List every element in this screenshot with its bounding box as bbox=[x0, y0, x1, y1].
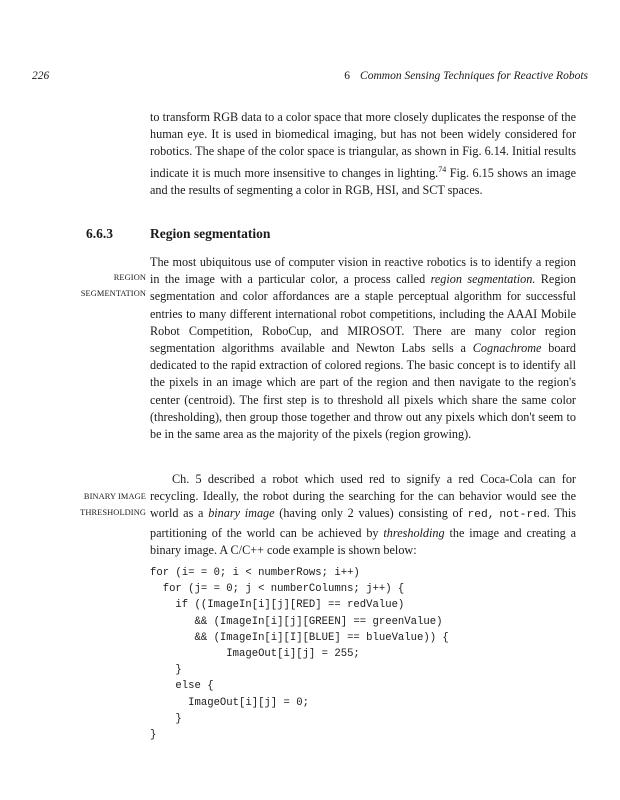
term-region-segmentation: region segmentation. bbox=[430, 272, 536, 287]
running-header bbox=[32, 70, 588, 88]
para2-text: The most ubiquitous use of computer vision in reactive robotics is to identify a region in the image with a particular color, a process called bbox=[150, 255, 576, 287]
para3-text: (having only 2 values) consisting of bbox=[274, 506, 468, 521]
para2-text: board dedicated to the rapid extraction of colored regions. The basic concept is to identify all the pixels in an image which are part of the region and then navigate to the region's center (centroid). The first step is to threshold all pixels which share the same color (thresholding), then group those together and throw out any pixels which don't seem to be in the same area as the majority of the pixels (region growing). bbox=[150, 341, 576, 442]
inline-code-red: red, bbox=[467, 509, 495, 522]
para3-text: the image and creating a binary image. A C/C++ code example is shown below: bbox=[150, 525, 576, 557]
margin-note-binary-image-thresholding bbox=[80, 489, 146, 521]
para3-text: . This partitioning of the world can be achieved by bbox=[150, 506, 577, 540]
code-line: ImageOut[i][j] = 0; bbox=[150, 696, 309, 709]
code-line: } bbox=[150, 728, 157, 741]
para1-text: to transform RGB data to a color space that more closely duplicates the response of the human eye. It is used in biomedical imaging, but has not been widely considered for robotics. The shape of the color space is triangular, as shown in Fig. 6.14. Initial results indicate it is much more insensitive to changes in lighting. bbox=[150, 110, 576, 180]
code-line: if ((ImageIn[i][j][RED] == redValue) bbox=[150, 599, 405, 612]
para3-text: Ch. 5 described a robot which used red to signify a red Coca-Cola can for recycling. Ideally, the robot during the searching for the can behavior would see the world as a bbox=[150, 472, 576, 521]
margin-note-line: THRESHOLDING bbox=[80, 508, 146, 517]
section-number: 6.6.3 bbox=[86, 226, 113, 241]
term-cognachrome: Cognachrome bbox=[472, 341, 542, 356]
code-line: for (j= = 0; j < numberColumns; j++) { bbox=[150, 583, 405, 596]
term-binary-image: binary image bbox=[208, 506, 275, 521]
code-line: ImageOut[i][j] = 255; bbox=[150, 647, 360, 660]
page-number: 226 bbox=[32, 70, 50, 82]
code-line: for (i= = 0; i < numberRows; i++) bbox=[150, 567, 360, 579]
paragraph-color-space bbox=[150, 109, 576, 199]
margin-note-region-segmentation bbox=[81, 270, 146, 302]
chapter-number: 6 bbox=[344, 70, 351, 82]
margin-note-line: SEGMENTATION bbox=[80, 289, 146, 298]
chapter-title: Common Sensing Techniques for Reactive Robots bbox=[360, 70, 588, 82]
code-line: && (ImageIn[i][j][GREEN] == greenValue) bbox=[150, 615, 443, 628]
running-title bbox=[344, 70, 588, 82]
term-thresholding: thresholding bbox=[383, 525, 445, 540]
margin-note-line: REGION bbox=[113, 273, 146, 282]
citation-ref: 74 bbox=[438, 164, 447, 174]
para1-text-end: Fig. 6.15 shows an image and the results of segmenting a color in RGB, HSI, and SCT spaces. bbox=[150, 165, 577, 197]
margin-note-line: BINARY IMAGE bbox=[83, 492, 146, 501]
para2-text: Region segmentation and color affordances are a staple perceptual algorithm for successful entries to many different international robot competitions, including the AAAI Mobile Robot Competition, RoboCup, and MIROSOT. There are many color region segmentation algorithms available and Newton Labs sells a bbox=[150, 272, 576, 356]
inline-code-not-red: not-red bbox=[499, 509, 547, 522]
section-title: Region segmentation bbox=[150, 226, 271, 241]
code-example bbox=[150, 565, 580, 743]
paragraph-binary-image bbox=[150, 471, 576, 559]
paragraph-region-segmentation bbox=[150, 254, 576, 443]
code-line: } bbox=[150, 664, 182, 677]
code-line: else { bbox=[150, 680, 214, 693]
code-line: && (ImageIn[i][I][BLUE] == blueValue)) { bbox=[150, 631, 449, 644]
code-line: } bbox=[150, 712, 182, 725]
